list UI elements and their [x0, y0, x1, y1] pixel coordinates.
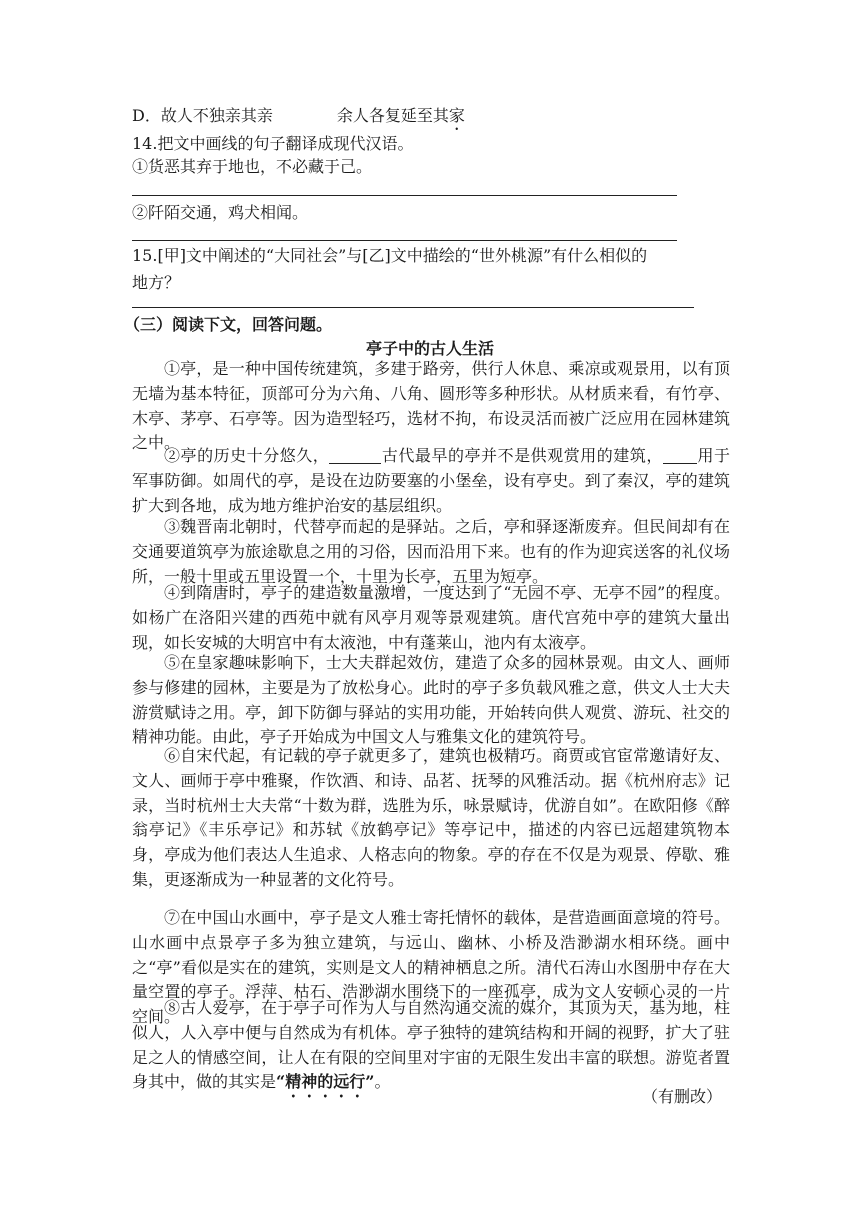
paragraph-8-emphasis: 精神的远行: [285, 1072, 366, 1092]
option-d-line: [132, 104, 465, 134]
answer-line-14-2[interactable]: [132, 240, 677, 241]
source-note: （有删改）: [641, 1087, 722, 1106]
fill-blank-2[interactable]: [663, 447, 697, 464]
paragraph-8-body: ⑧古人爱亭，在于亭子可作为人与自然沟通交流的媒介，其顶为天，基为地，柱似人，人入亭中便与自然成为有机体。亭子独特的建筑结构和开阔的视野，扩大了驻足之人的情感空间，让人在有限的空间里对宇宙的无限生发出丰富的联想。游览者置身其中，做的其实是: [132, 998, 730, 1092]
option-d-second: 余人各复延至其: [336, 106, 449, 125]
question-15-line-2: 地方？: [132, 273, 181, 292]
question-15-line-1: 15.[甲]文中阐述的“大同社会”与[乙]文中描绘的“世外桃源”有什么相似的: [132, 246, 648, 265]
option-d-emph-char: 家: [448, 106, 465, 125]
paragraph-2: [132, 444, 730, 518]
question-14-item-2: ②阡陌交通，鸡犬相闻。: [132, 203, 309, 222]
question-14-item-1: ①货恶其弃于地也，不必藏于己。: [132, 157, 373, 176]
option-d-first: D．故人不独亲其亲: [132, 106, 273, 125]
paragraph-8: [132, 996, 730, 1101]
paragraph-8-quote-close: ”: [365, 1072, 375, 1092]
section-3-heading: （三）阅读下文，回答问题。: [124, 315, 333, 334]
paragraph-8-end: 。: [374, 1072, 391, 1092]
fill-blank-1[interactable]: [329, 447, 381, 464]
answer-line-15[interactable]: [132, 307, 694, 308]
paragraph-7: ⑦在中国山水画中，亭子是文人雅士寄托情怀的载体，是营造画面意境的符号。山水画中点景亭子多为独立建筑，与远山、幽林、小桥及浩渺湖水相环绕。画中之“亭”看似是实在的建筑，实则是文人的精神栖息之所。清代石涛山水图册中存在大量空置的亭子。浮萍、枯石、浩渺湖水围绕下的一座孤亭，成为文人安顿心灵的一片空间。: [132, 908, 730, 1027]
question-14-prompt: 14.把文中画线的句子翻译成现代汉语。: [132, 134, 414, 153]
paragraph-1: ①亭，是一种中国传统建筑，多建于路旁，供行人休息、乘凉或观景用，以有顶无墙为基本特征，顶部可分为六角、八角、圆形等多种形状。从材质来看，有竹亭、木亭、茅亭、石亭等。因为造型轻巧，选材不拘，布设灵活而被广泛应用在园林建筑之中。: [132, 359, 730, 453]
paragraph-6: ⑥自宋代起，有记载的亭子就更多了，建筑也极精巧。商贾或官宦常邀请好友、文人、画师于亭中雅聚，作饮酒、和诗、品茗、抚琴的风雅活动。据《杭州府志》记录，当时杭州士大夫常“十数为群，选胜为乐，咏景赋诗，优游自如”。在欧阳修《醉翁亭记》《丰乐亭记》和苏轼《放鹤亭记》等亭记中，描述的内容已远超建筑物本身，亭成为他们表达人生追求、人格志向的物象。亭的存在不仅是为观景、停歇、雅集，更逐渐成为一种显著的文化符号。: [132, 746, 730, 889]
paragraph-8-quote-open: “: [276, 1072, 286, 1092]
paragraph-5: ⑤在皇家趣味影响下，士大夫群起效仿，建造了众多的园林景观。由文人、画师参与修建的园林，主要是为了放松身心。此时的亭子多负载风雅之意，供文人士大夫游赏赋诗之用。亭，卸下防御与驿站的实用功能，开始转向供人观赏、游玩、社交的精神功能。由此，亭子开始成为中国文人与雅集文化的建筑符号。: [132, 653, 730, 747]
paragraph-2-part-b: 古代最早的亭并不是供观赏用的建筑，: [381, 446, 663, 465]
article-title: 亭子中的古人生活: [365, 339, 494, 358]
paragraph-2-part-a: ②亭的历史十分悠久，: [164, 446, 330, 465]
paragraph-3: ③魏晋南北朝时，代替亭而起的是驿站。之后，亭和驿逐渐废弃。但民间却有在交通要道筑亭为旅途歇息之用的习俗，因而沿用下来。也有的作为迎宾送客的礼仪场所，一般十里或五里设置一个，十里为长亭，五里为短亭。: [132, 517, 730, 586]
paragraph-2-part-c: 用于军事防御。如周代的亭，是设在边防要塞的小堡垒，设有亭史。到了秦汉，亭的建筑扩大到各地，成为地方维护治安的基层组织。: [132, 446, 730, 515]
paragraph-4: ④到隋唐时，亭子的建造数量激增，一度达到了“无园不亭、无亭不园”的程度。如杨广在洛阳兴建的西苑中就有风亭月观等景观建筑。唐代宫苑中亭的建筑大量出现，如长安城的大明宫中有太液池，中有蓬莱山，池内有太液亭。: [132, 583, 730, 652]
answer-line-14-1[interactable]: [132, 195, 677, 196]
